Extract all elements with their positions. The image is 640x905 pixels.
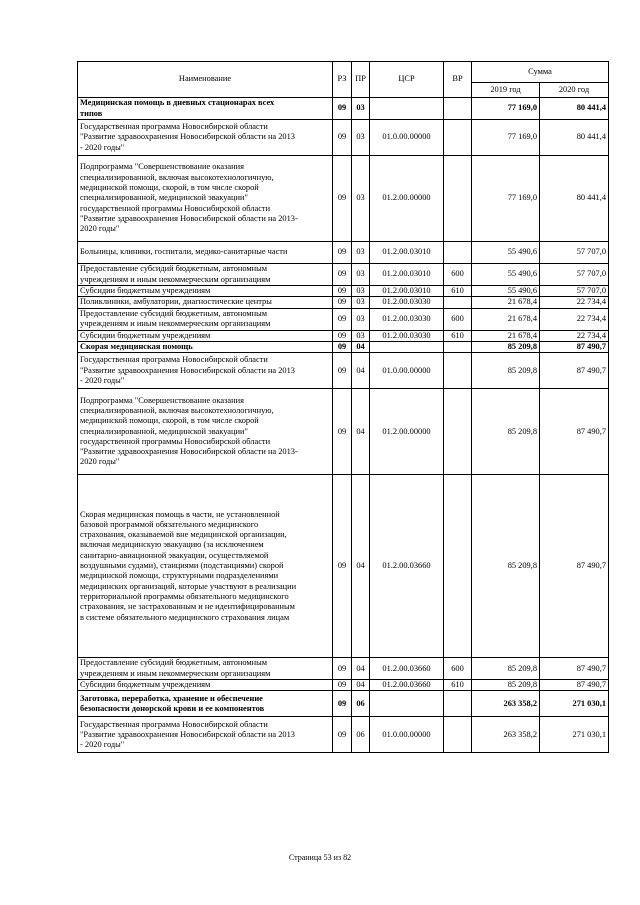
table-row <box>78 330 609 341</box>
cell-rz: 09 <box>333 691 352 717</box>
table-row <box>78 297 609 308</box>
header-vr: ВР <box>444 62 472 98</box>
cell-csr: 01.2.00.03010 <box>370 264 444 286</box>
cell-2019: 21 678,4 <box>472 297 540 308</box>
cell-vr: 600 <box>444 308 472 330</box>
cell-2020: 80 441,4 <box>540 156 609 242</box>
cell-2020: 22 734,4 <box>540 308 609 330</box>
table-row <box>78 691 609 717</box>
cell-2020: 22 734,4 <box>540 330 609 341</box>
cell-rz: 09 <box>333 308 352 330</box>
cell-vr: 610 <box>444 330 472 341</box>
cell-2020: 271 030,1 <box>540 717 609 753</box>
table-row <box>78 264 609 286</box>
cell-2019: 85 209,8 <box>472 341 540 352</box>
cell-csr <box>370 98 444 120</box>
cell-name: Медицинская помощь в дневных стационарах всех типов <box>78 98 333 120</box>
cell-vr <box>444 717 472 753</box>
cell-rz: 09 <box>333 98 352 120</box>
cell-2020: 80 441,4 <box>540 120 609 156</box>
table-row <box>78 658 609 680</box>
cell-name: Государственная программа Новосибирской области "Развитие здравоохранения Новосибирской области на 2013 - 2020 годы" <box>78 120 333 156</box>
cell-vr <box>444 353 472 389</box>
cell-vr: 610 <box>444 286 472 297</box>
cell-csr: 01.0.00.00000 <box>370 120 444 156</box>
cell-csr: 01.2.00.03660 <box>370 475 444 658</box>
cell-2019: 263 358,2 <box>472 691 540 717</box>
cell-pr: 04 <box>352 680 370 691</box>
cell-pr: 04 <box>352 658 370 680</box>
cell-2020: 80 441,4 <box>540 98 609 120</box>
cell-csr: 01.2.00.03010 <box>370 286 444 297</box>
cell-csr <box>370 341 444 352</box>
cell-2019: 85 209,8 <box>472 658 540 680</box>
cell-2019: 55 490,6 <box>472 286 540 297</box>
cell-2020: 87 490,7 <box>540 341 609 352</box>
cell-vr: 600 <box>444 264 472 286</box>
cell-name: Государственная программа Новосибирской области "Развитие здравоохранения Новосибирской области на 2013 - 2020 годы" <box>78 717 333 753</box>
cell-pr: 04 <box>352 389 370 475</box>
cell-rz: 09 <box>333 330 352 341</box>
cell-name: Субсидии бюджетным учреждениям <box>78 286 333 297</box>
table-row <box>78 156 609 242</box>
page-footer: Страница 53 из 82 <box>288 853 352 862</box>
cell-pr: 03 <box>352 297 370 308</box>
cell-2019: 85 209,8 <box>472 389 540 475</box>
cell-vr <box>444 98 472 120</box>
table-row <box>78 308 609 330</box>
header-csr: ЦСР <box>370 62 444 98</box>
cell-csr: 01.0.00.00000 <box>370 717 444 753</box>
table-row <box>78 353 609 389</box>
cell-csr: 01.2.00.00000 <box>370 156 444 242</box>
cell-csr: 01.2.00.03010 <box>370 242 444 264</box>
cell-rz: 09 <box>333 680 352 691</box>
cell-rz: 09 <box>333 353 352 389</box>
table-row <box>78 120 609 156</box>
cell-rz: 09 <box>333 717 352 753</box>
cell-csr: 01.2.00.00000 <box>370 389 444 475</box>
cell-name: Предоставление субсидий бюджетным, автономным учреждениям и иным некоммерческим организациям <box>78 658 333 680</box>
cell-name: Субсидии бюджетным учреждениям <box>78 330 333 341</box>
cell-vr <box>444 475 472 658</box>
table-row <box>78 242 609 264</box>
table-row <box>78 389 609 475</box>
cell-rz: 09 <box>333 286 352 297</box>
cell-2020: 87 490,7 <box>540 389 609 475</box>
cell-2019: 85 209,8 <box>472 475 540 658</box>
table-body <box>78 98 609 753</box>
cell-vr <box>444 341 472 352</box>
cell-csr: 01.2.00.03660 <box>370 658 444 680</box>
table-row <box>78 286 609 297</box>
cell-2020: 57 707,0 <box>540 242 609 264</box>
cell-2019: 77 169,0 <box>472 98 540 120</box>
cell-pr: 04 <box>352 475 370 658</box>
cell-2020: 87 490,7 <box>540 353 609 389</box>
cell-csr: 01.2.00.03660 <box>370 680 444 691</box>
header-pr: ПР <box>352 62 370 98</box>
table-row <box>78 717 609 753</box>
cell-pr: 03 <box>352 98 370 120</box>
header-year-2019: 2019 год <box>472 83 540 98</box>
cell-2020: 87 490,7 <box>540 475 609 658</box>
cell-pr: 03 <box>352 242 370 264</box>
cell-2019: 21 678,4 <box>472 308 540 330</box>
cell-vr <box>444 691 472 717</box>
header-rz: РЗ <box>333 62 352 98</box>
cell-vr: 600 <box>444 658 472 680</box>
budget-table <box>77 61 609 753</box>
cell-2019: 55 490,6 <box>472 242 540 264</box>
cell-pr: 06 <box>352 691 370 717</box>
cell-csr: 01.0.00.00000 <box>370 353 444 389</box>
cell-2020: 22 734,4 <box>540 297 609 308</box>
cell-2019: 55 490,6 <box>472 264 540 286</box>
cell-2019: 85 209,8 <box>472 353 540 389</box>
header-sum: Сумма <box>472 62 609 83</box>
cell-rz: 09 <box>333 475 352 658</box>
cell-name: Больницы, клиники, госпитали, медико-санитарные части <box>78 242 333 264</box>
cell-vr <box>444 297 472 308</box>
cell-rz: 09 <box>333 297 352 308</box>
cell-vr <box>444 242 472 264</box>
cell-pr: 04 <box>352 341 370 352</box>
cell-rz: 09 <box>333 389 352 475</box>
header-year-2020: 2020 год <box>540 83 609 98</box>
cell-name: Подпрограмма "Совершенствование оказания специализированной, включая высокотехнологичную, медицинской помощи, скорой, в том числе скорой специализированной, медицинской эвакуации" государственной программы Новосибирской области "Развитие здравоохранения Новосибирской области на 2013- 2020 годы" <box>78 389 333 475</box>
table-row <box>78 475 609 658</box>
cell-rz: 09 <box>333 242 352 264</box>
cell-csr <box>370 691 444 717</box>
table-row <box>78 98 609 120</box>
cell-name: Поликлиники, амбулатории, диагностические центры <box>78 297 333 308</box>
cell-csr: 01.2.00.03030 <box>370 297 444 308</box>
cell-name: Предоставление субсидий бюджетным, автономным учреждениям и иным некоммерческим организациям <box>78 308 333 330</box>
cell-rz: 09 <box>333 341 352 352</box>
cell-name: Государственная программа Новосибирской области "Развитие здравоохранения Новосибирской области на 2013 - 2020 годы" <box>78 353 333 389</box>
cell-2019: 85 209,8 <box>472 680 540 691</box>
cell-2020: 87 490,7 <box>540 680 609 691</box>
cell-2019: 77 169,0 <box>472 120 540 156</box>
cell-2020: 57 707,0 <box>540 286 609 297</box>
cell-vr <box>444 120 472 156</box>
header-name: Наименование <box>78 62 333 98</box>
cell-name: Скорая медицинская помощь в части, не установленной базовой программой обязательного медицинского страхования, оказываемой вне медицинской организации, включая медицинскую эвакуацию (за исключением санитарно-авиационной эвакуации, осуществляемой воздушными судами), станциями (подстанциями) скорой медицинской помощи, структурными подразделениями медицинских организаций, которые участвуют в реализации территориальной программы обязательного медицинского страхования, не застрахованным и не идентифицированным в системе обязательного медицинского страхования лицам <box>78 475 333 658</box>
cell-2019: 263 358,2 <box>472 717 540 753</box>
cell-vr: 610 <box>444 680 472 691</box>
cell-2020: 87 490,7 <box>540 658 609 680</box>
cell-name: Скорая медицинская помощь <box>78 341 333 352</box>
cell-rz: 09 <box>333 658 352 680</box>
cell-name: Подпрограмма "Совершенствование оказания специализированной, включая высокотехнологичную, медицинской помощи, скорой, в том числе скорой специализированной, медицинской эвакуации" государственной программы Новосибирской области "Развитие здравоохранения Новосибирской области на 2013- 2020 годы" <box>78 156 333 242</box>
cell-rz: 09 <box>333 264 352 286</box>
cell-name: Заготовка, переработка, хранение и обеспечение безопасности донорской крови и ее компонентов <box>78 691 333 717</box>
cell-csr: 01.2.00.03030 <box>370 330 444 341</box>
table-row <box>78 341 609 352</box>
cell-name: Предоставление субсидий бюджетным, автономным учреждениям и иным некоммерческим организациям <box>78 264 333 286</box>
cell-2020: 57 707,0 <box>540 264 609 286</box>
cell-2019: 77 169,0 <box>472 156 540 242</box>
cell-rz: 09 <box>333 120 352 156</box>
cell-vr <box>444 389 472 475</box>
cell-csr: 01.2.00.03030 <box>370 308 444 330</box>
cell-pr: 06 <box>352 717 370 753</box>
cell-vr <box>444 156 472 242</box>
cell-name: Субсидии бюджетным учреждениям <box>78 680 333 691</box>
cell-2019: 21 678,4 <box>472 330 540 341</box>
cell-rz: 09 <box>333 156 352 242</box>
table-row <box>78 680 609 691</box>
cell-pr: 03 <box>352 330 370 341</box>
cell-pr: 03 <box>352 264 370 286</box>
cell-2020: 271 030,1 <box>540 691 609 717</box>
cell-pr: 03 <box>352 308 370 330</box>
cell-pr: 03 <box>352 286 370 297</box>
cell-pr: 03 <box>352 120 370 156</box>
cell-pr: 03 <box>352 156 370 242</box>
cell-pr: 04 <box>352 353 370 389</box>
